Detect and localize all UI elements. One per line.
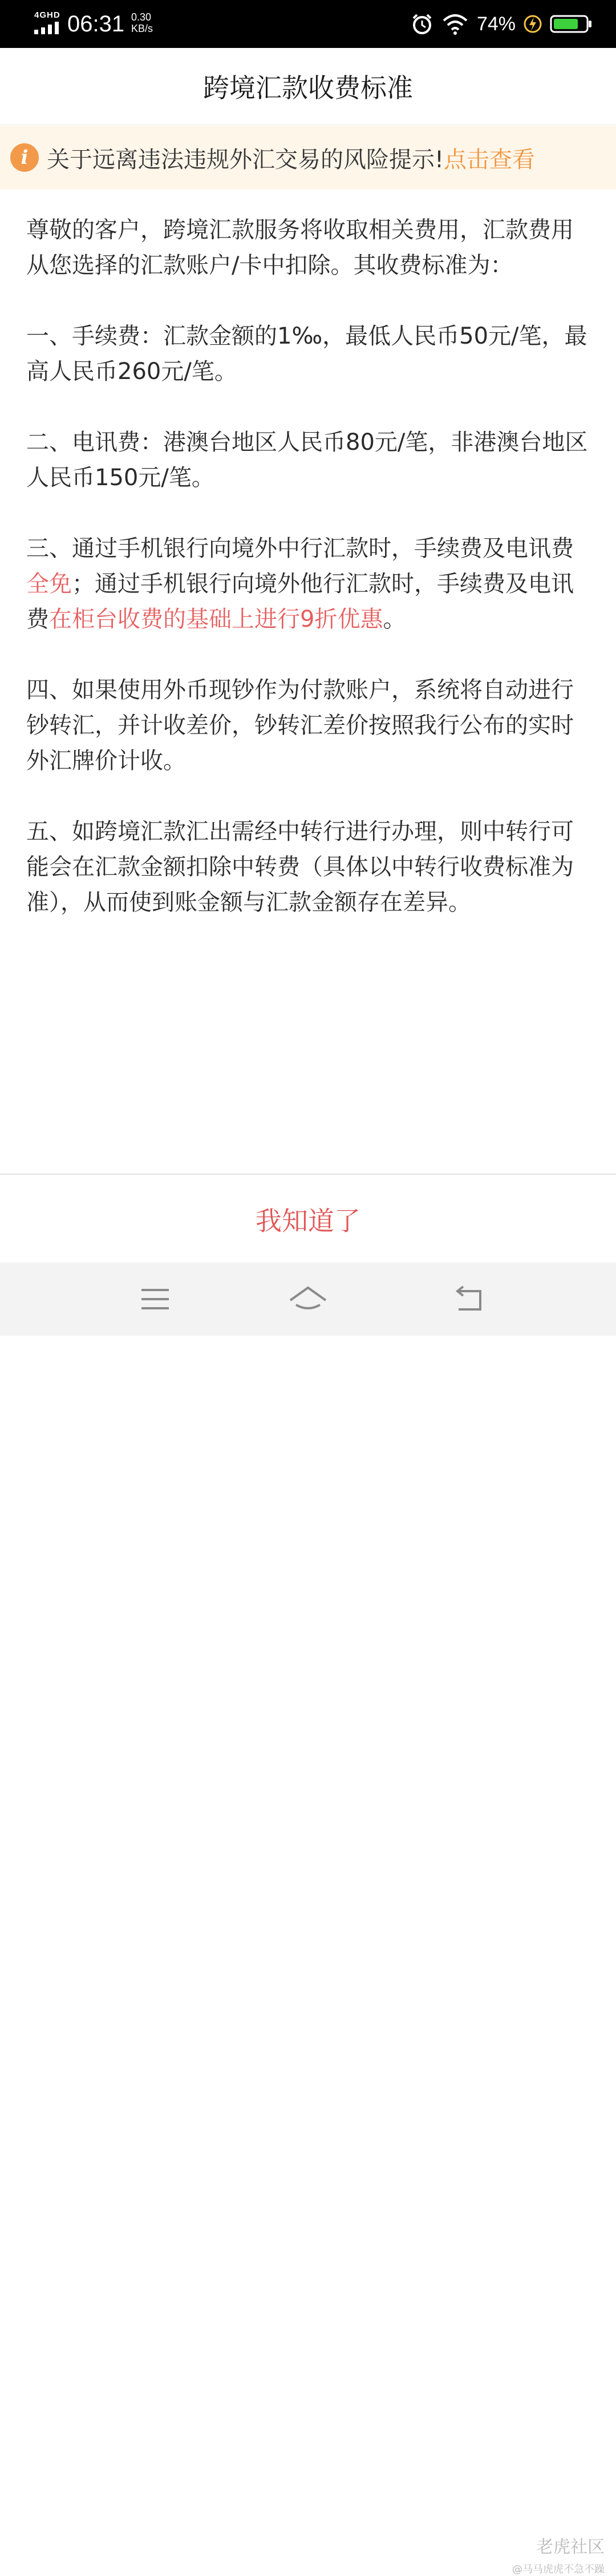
battery-icon — [550, 14, 593, 34]
speed-unit: KB/s — [131, 23, 153, 34]
fee-item-3-part-b: ；通过手机银行向境外他行汇款时，手续费及电讯费 — [26, 571, 574, 632]
clock: 06:31 — [67, 11, 125, 37]
risk-notice-banner[interactable] — [0, 126, 616, 190]
fee-item-3 — [26, 531, 593, 637]
battery-percent: 74% — [476, 13, 516, 35]
fee-item-5: 五、如跨境汇款汇出需经中转行进行办理，则中转行可能会在汇款金额扣除中转费（具体以中转行收费标准为准），从而使到账金额与汇款金额存在差异。 — [26, 819, 574, 916]
network-speed — [131, 11, 153, 34]
alarm-icon — [411, 13, 433, 35]
acknowledge-button[interactable]: 我知道了 — [256, 1206, 360, 1236]
notice-view-link[interactable]: 点击查看 — [444, 146, 536, 173]
watermark-handle: @马马虎虎不急不躁 — [512, 2563, 605, 2575]
signal-icon — [34, 22, 60, 34]
fee-item-3-highlight-free: 全免 — [26, 571, 72, 597]
fee-item-3-highlight-discount: 在柜台收费的基础上进行9折优惠 — [49, 606, 383, 632]
speed-value: 0.30 — [131, 11, 152, 23]
notice-text: 关于远离违法违规外汇交易的风险提示! — [47, 146, 444, 173]
page-title: 跨境汇款收费标准 — [203, 72, 413, 103]
fee-item-3-part-a: 三、通过手机银行向境外中行汇款时，手续费及电讯费 — [26, 535, 574, 562]
info-icon: i — [10, 143, 39, 172]
status-icons — [411, 8, 593, 40]
charging-icon — [524, 14, 542, 34]
wifi-icon — [441, 13, 469, 35]
back-icon[interactable] — [453, 1283, 487, 1315]
fee-item-1: 一、手续费：汇款金额的1‰，最低人民币50元/笔，最高人民币260元/笔。 — [26, 323, 587, 385]
system-nav-bar — [0, 1263, 616, 2575]
watermark — [512, 2533, 605, 2576]
title-bar — [0, 48, 616, 125]
menu-icon[interactable] — [138, 1283, 172, 1315]
intro-paragraph: 尊敬的客户，跨境汇款服务将收取相关费用，汇款费用从您选择的汇款账户/卡中扣除。其收费标准为： — [26, 217, 574, 279]
fee-item-2: 二、电讯费：港澳台地区人民币80元/笔，非港澳台地区人民币150元/笔。 — [26, 429, 588, 491]
fee-item-3-part-c: 。 — [383, 606, 406, 632]
home-icon[interactable] — [288, 1283, 328, 1315]
fee-item-4: 四、如果使用外币现钞作为付款账户，系统将自动进行钞转汇，并计收差价，钞转汇差价按照我行公布的实时外汇牌价计收。 — [26, 677, 574, 774]
fee-content — [26, 212, 593, 956]
action-bar — [0, 1174, 616, 1264]
network-type: 4GHD — [34, 10, 60, 20]
status-bar — [0, 0, 616, 48]
watermark-brand: 老虎社区 — [536, 2537, 605, 2557]
